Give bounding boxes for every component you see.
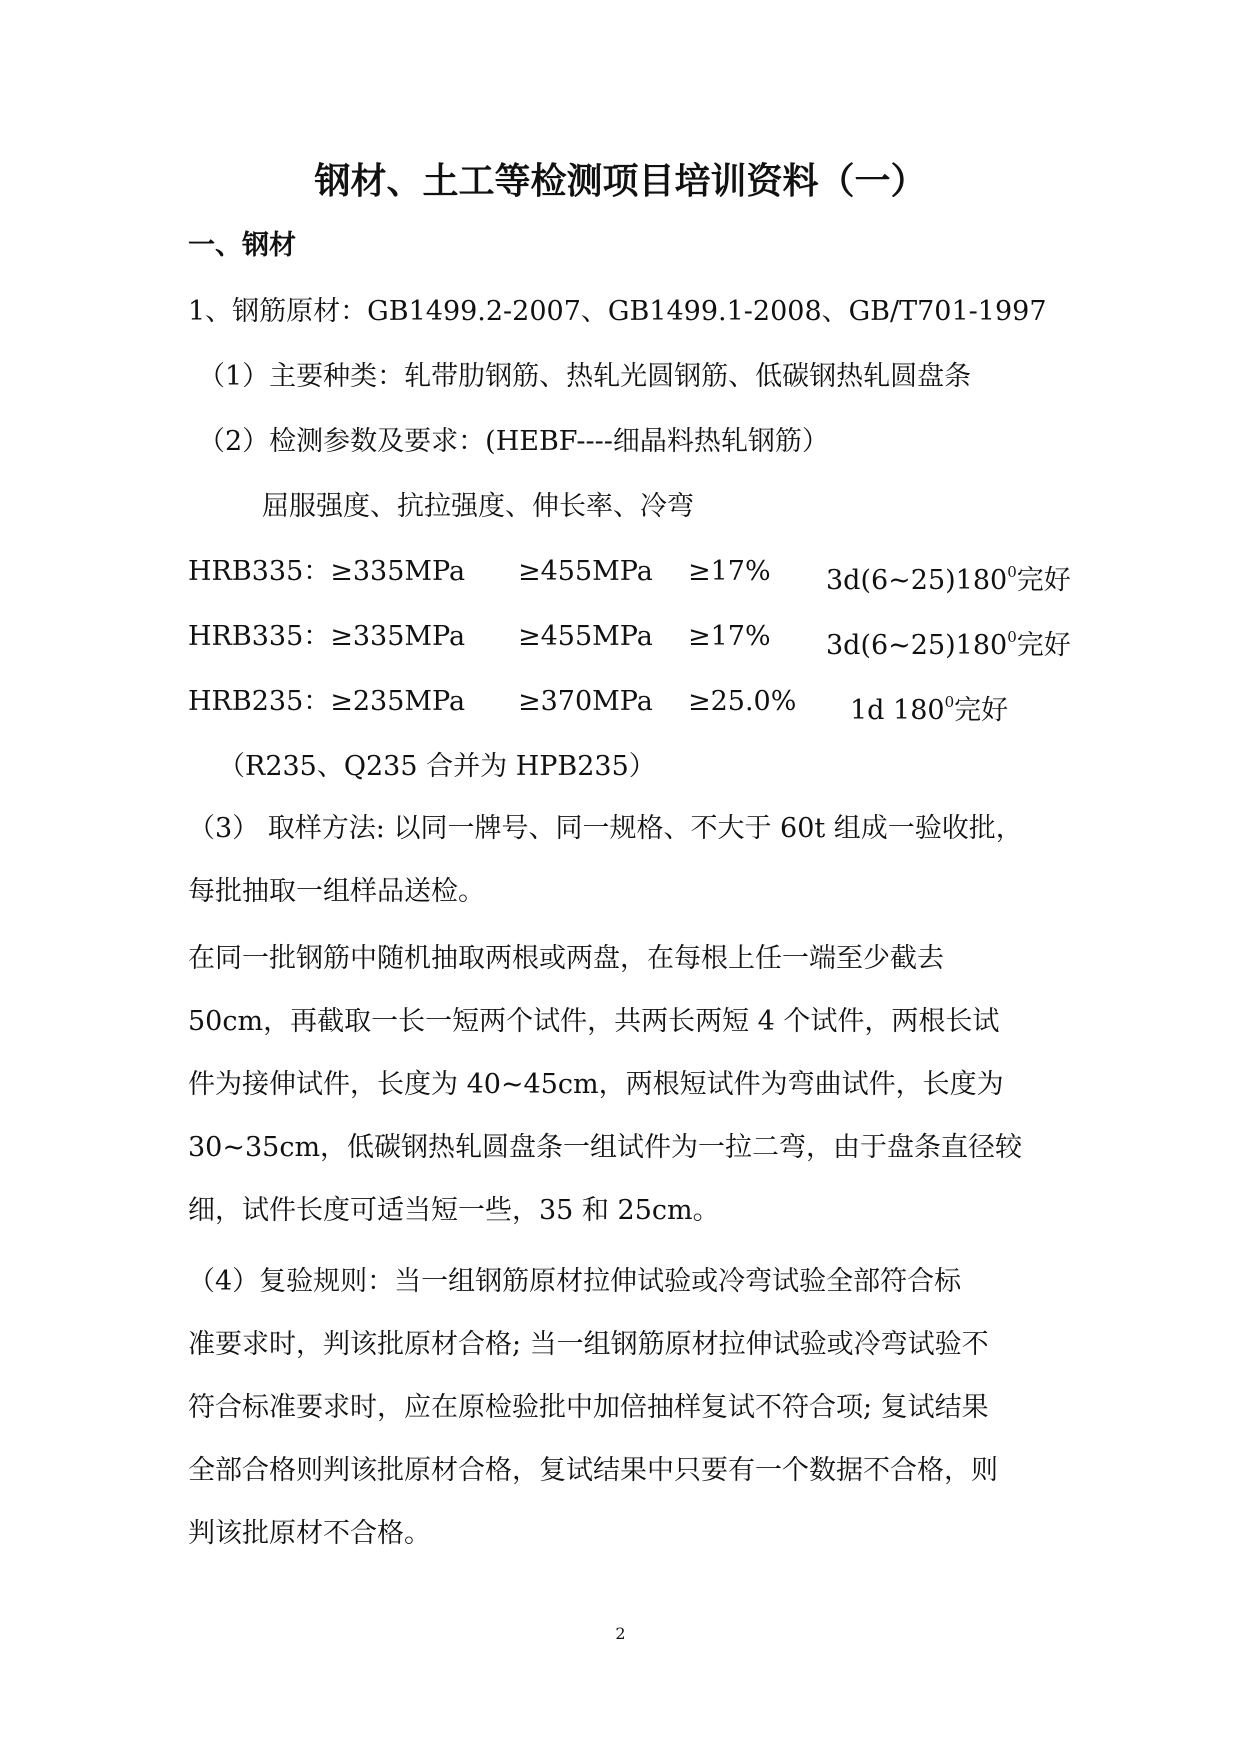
section-heading: 一、钢材: [188, 230, 296, 261]
sub-item-3-sampling: [188, 797, 1058, 923]
paragraph-line: 全部合格则判该批原材合格，复试结果中只要有一个数据不合格，则: [188, 1455, 998, 1486]
cold-bend: $3d(6\sim 25)180^0$完好: [826, 628, 1071, 661]
tensile-strength: ≥455MPa: [518, 621, 653, 652]
elongation: ≥17%: [688, 621, 771, 652]
elongation: ≥25.0%: [688, 686, 797, 717]
paragraph-line: （4）复验规则：当一组钢筋原材拉伸试验或冷弯试验全部符合标: [188, 1266, 962, 1297]
merge-note: （R235、Q235 合并为 HPB235）: [218, 751, 656, 782]
document-title: 钢材、土工等检测项目培训资料（一）: [314, 161, 927, 202]
sub-item-4-retest: [188, 1250, 1058, 1565]
paragraph-line: 准要求时，判该批原材合格; 当一组钢筋原材拉伸试验或冷弯试验不: [188, 1329, 989, 1360]
item-1-standards: 1、钢筋原材：GB1499.2-2007、GB1499.1-2008、GB/T701-1997: [188, 296, 1047, 327]
grade-yield: HRB235：≥235MPa: [188, 686, 466, 717]
table-row: [188, 617, 1071, 661]
degree-superscript: 0: [1007, 628, 1017, 646]
paragraph-line: 符合标准要求时，应在原检验批中加倍抽样复试不符合项; 复试结果: [188, 1392, 989, 1423]
table-row: [188, 682, 1068, 726]
grade-yield: HRB335：≥335MPa: [188, 556, 466, 587]
cold-bend: $3d(6\sim 25)180^0$完好: [826, 563, 1071, 596]
paragraph-line: 30~35cm，低碳钢热轧圆盘条一组试件为一拉二弯，由于盘条直径较: [188, 1132, 1023, 1163]
paragraph-line: 细，试件长度可适当短一些，35 和 25cm。: [188, 1195, 720, 1226]
sub-item-2-params: （2）检测参数及要求：(HEBF----细晶料热轧钢筋）: [198, 426, 829, 457]
paragraph-line: 件为接伸试件，长度为 40~45cm，两根短试件为弯曲试件，长度为: [188, 1069, 1004, 1100]
paragraph-line: 在同一批钢筋中随机抽取两根或两盘，在每根上任一端至少截去: [188, 943, 944, 974]
paragraph-line: 判该批原材不合格。: [188, 1518, 431, 1549]
paragraph-line: 每批抽取一组样品送检。: [188, 876, 485, 907]
table-row: [188, 552, 1071, 596]
paragraph-line: 50cm，再截取一长一短两个试件，共两长两短 4 个试件，两根长试: [188, 1006, 1000, 1037]
grade-yield: HRB335：≥335MPa: [188, 621, 466, 652]
page-number: 2: [615, 1624, 626, 1643]
degree-superscript: 0: [1007, 563, 1017, 581]
paragraph-line: （3） 取样方法: 以同一牌号、同一规格、不大于 60t 组成一验收批，: [188, 813, 1023, 844]
sampling-paragraph: [188, 927, 1058, 1242]
degree-superscript: 0: [944, 693, 955, 711]
param-list: 屈服强度、抗拉强度、伸长率、冷弯: [262, 491, 694, 522]
elongation: ≥17%: [688, 556, 771, 587]
tensile-strength: ≥455MPa: [518, 556, 653, 587]
sub-item-1-types: （1）主要种类：轧带肋钢筋、热轧光圆钢筋、低碳钢热轧圆盘条: [198, 361, 972, 392]
cold-bend: 1d $180^0$完好: [850, 693, 1009, 726]
tensile-strength: ≥370MPa: [518, 686, 653, 717]
